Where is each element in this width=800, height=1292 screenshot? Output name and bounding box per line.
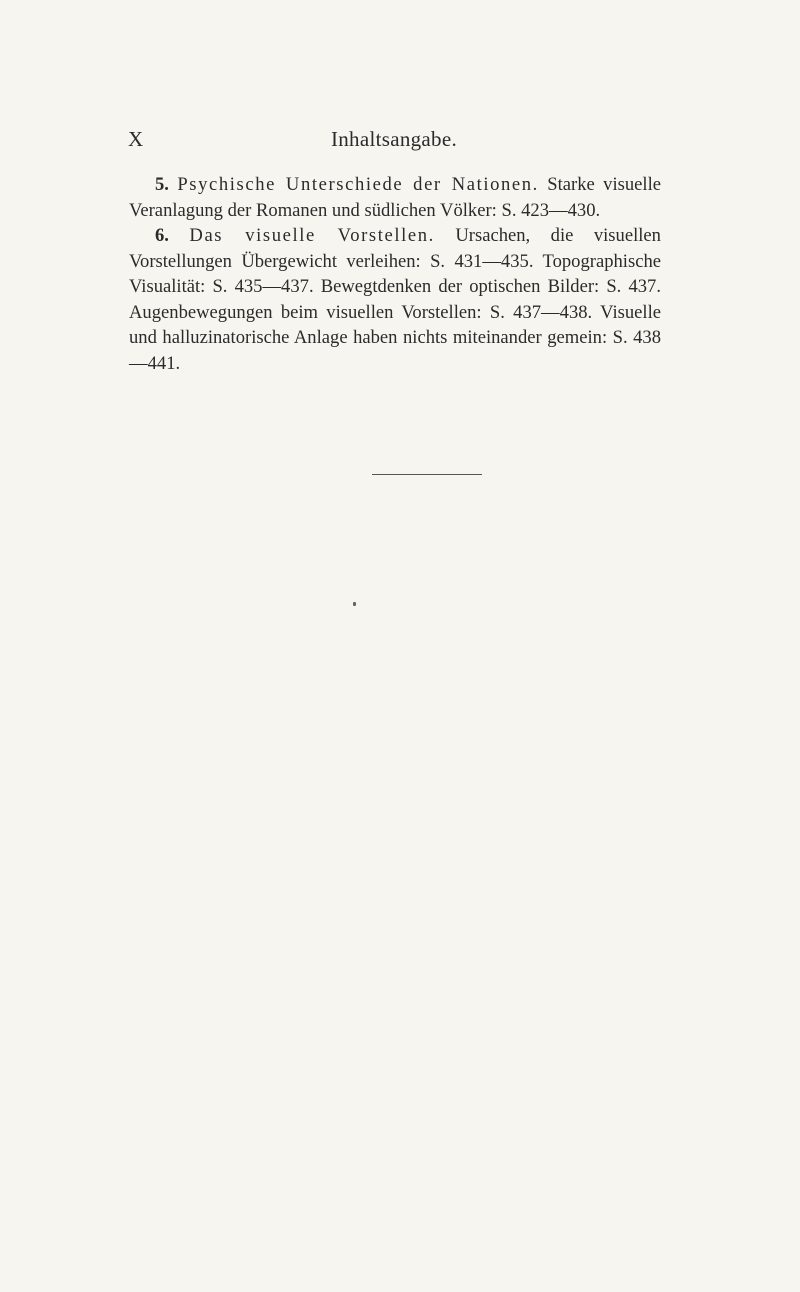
page-title: Inhaltsangabe. (330, 127, 458, 151)
page-numeral: X (128, 127, 144, 151)
running-head (128, 126, 660, 152)
section-number: 6. (155, 225, 169, 246)
print-speck (353, 602, 356, 606)
section-heading: Das visuelle Vorstellen. (189, 225, 435, 246)
section-entry-6 (129, 223, 661, 376)
section-summary: Ursachen, die visuellen Vorstellungen Übergewicht verleihen: S. 431—435. Topographische Visualität: S. 435—437. Bewegtdenken der optischen Bilder: S. 437. Augenbewegungen beim visuellen Vorstellen: S. 437—438. Visuelle und halluzinatorische Anlage haben nichts miteinander gemein: S. 438—441. (129, 225, 661, 374)
section-number: 5. (155, 174, 169, 195)
table-of-contents-text (129, 172, 661, 376)
section-entry-5 (129, 172, 661, 223)
section-summary: Starke visuelle Veranlagung der Romanen und südlichen Völker: S. 423—430. (129, 174, 661, 221)
section-heading: Psychische Unterschiede der Nationen. (177, 174, 539, 195)
section-divider (372, 474, 482, 475)
